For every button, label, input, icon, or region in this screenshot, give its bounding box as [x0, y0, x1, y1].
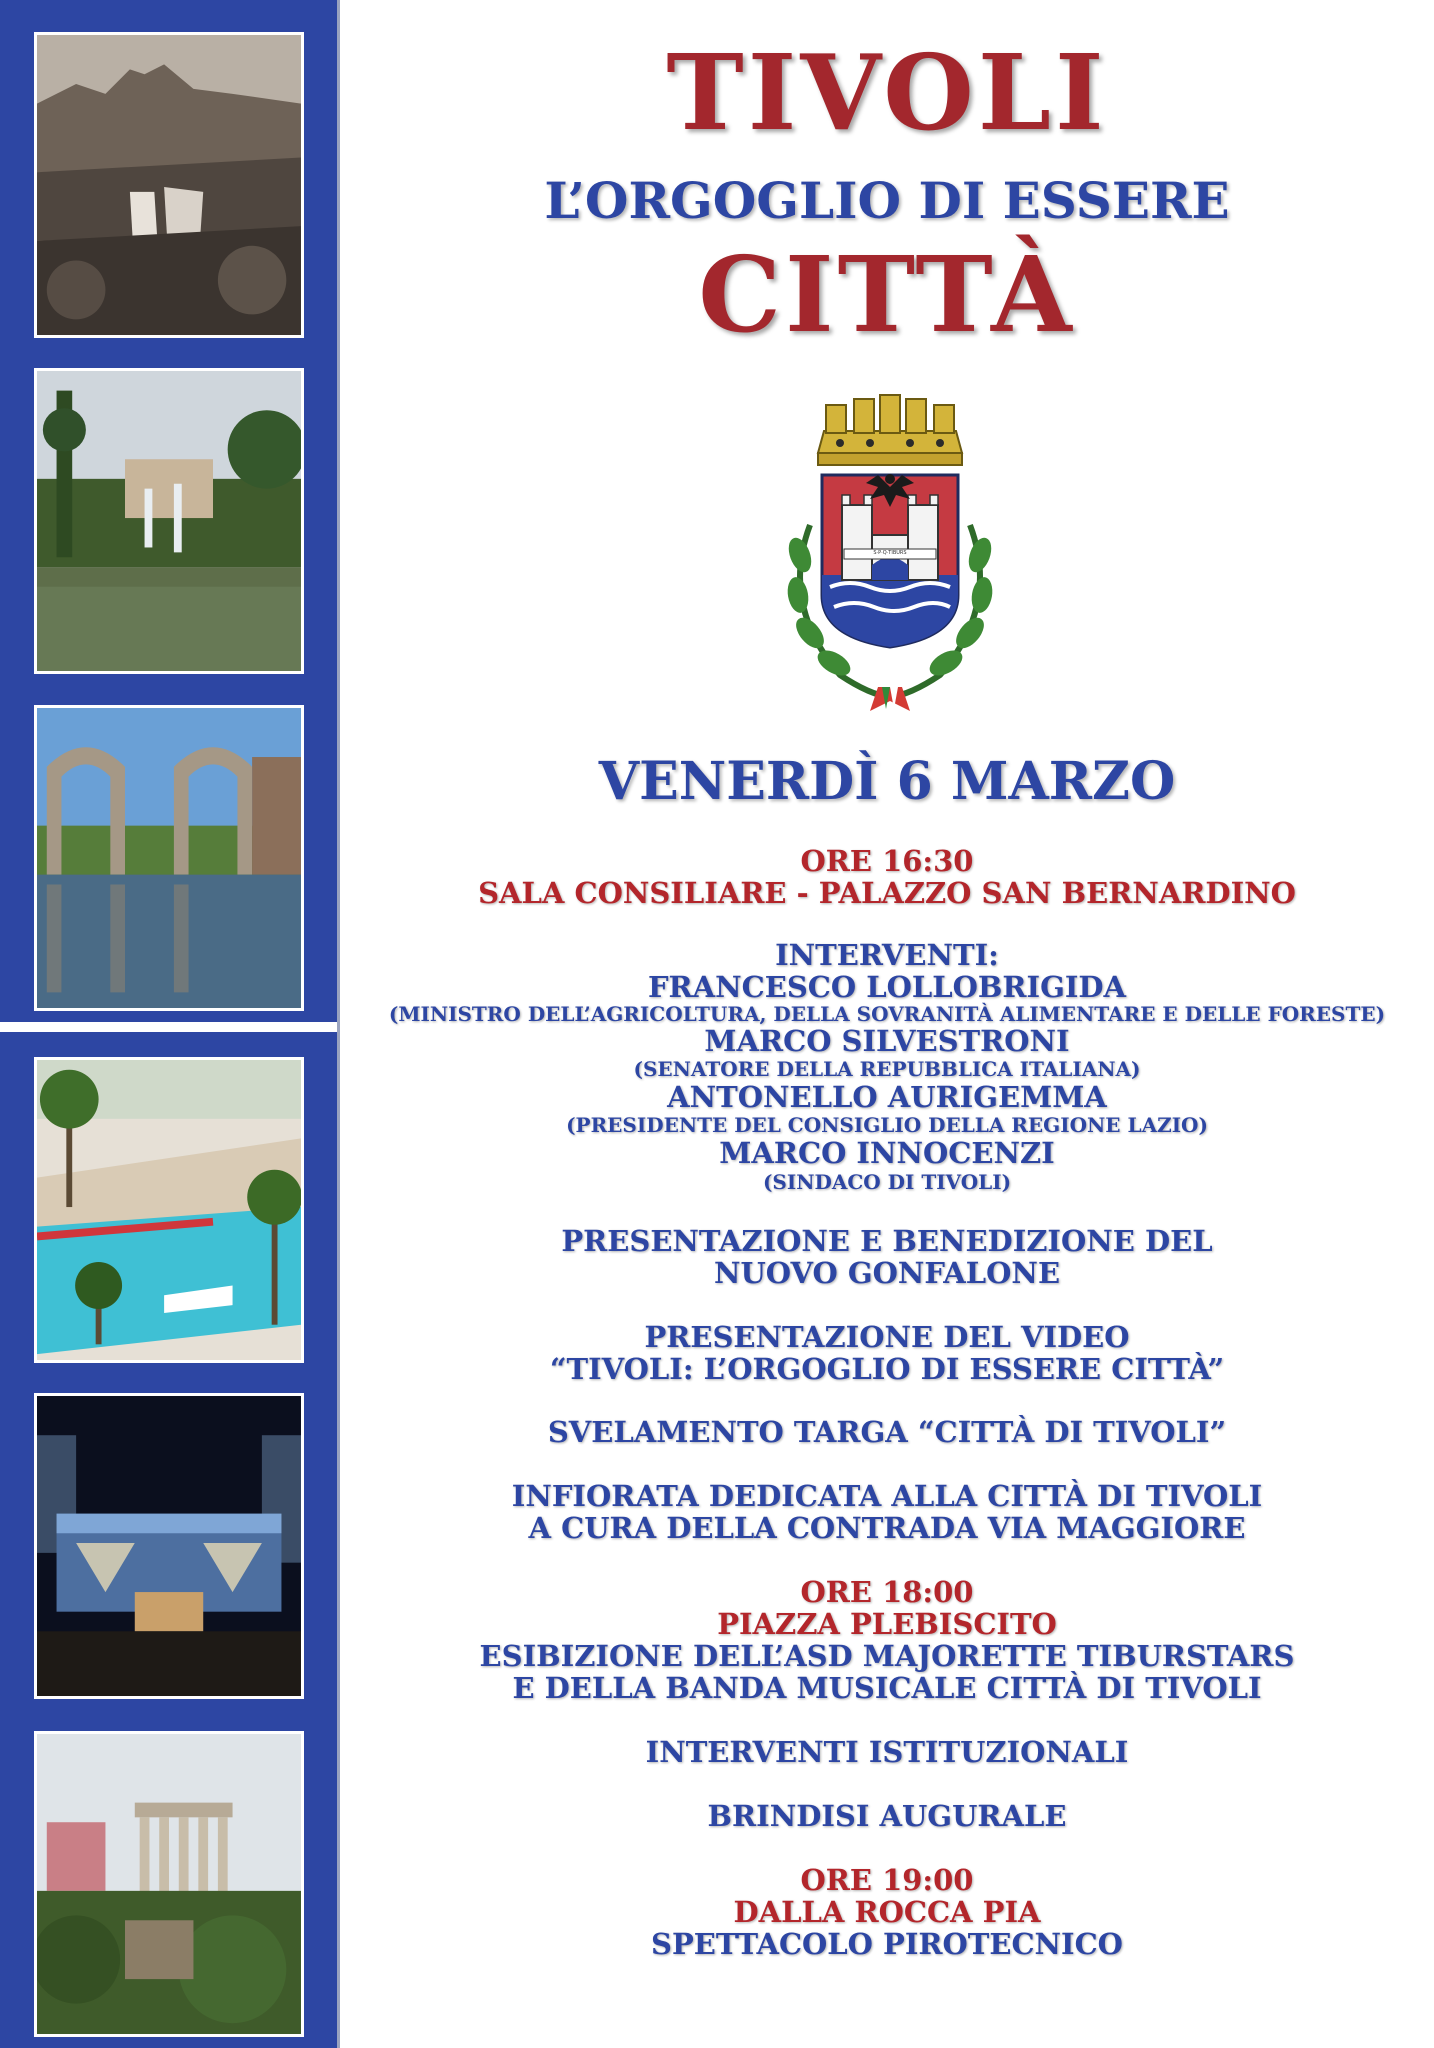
esibizione-line: ESIBIZIONE DELL’ASD MAJORETTE TIBURSTARS [479, 1639, 1295, 1673]
interventi-title: INTERVENTI: [775, 938, 999, 972]
main-content [340, 0, 1434, 2048]
spettacolo-line: SPETTACOLO PIROTECNICO [651, 1927, 1123, 1961]
istituzionali-line: INTERVENTI ISTITUZIONALI [645, 1735, 1129, 1769]
speaker-name: ANTONELLO AURIGEMMA [667, 1080, 1107, 1114]
time-1: ORE 16:30 [800, 844, 974, 878]
esibizione-line: E DELLA BANDA MUSICALE CITTÀ DI TIVOLI [512, 1671, 1262, 1705]
crest [770, 375, 1010, 715]
video-line: PRESENTAZIONE DEL VIDEO [644, 1320, 1130, 1354]
photo-sidebar [0, 0, 340, 2048]
speaker-role: (SENATORE DELLA REPUBBLICA ITALIANA) [633, 1057, 1141, 1081]
photo-night-stage [34, 1393, 304, 1699]
time-3: ORE 19:00 [800, 1863, 974, 1897]
page-title: TIVOLI [666, 31, 1108, 154]
speaker-role: (SINDACO DI TIVOLI) [762, 1170, 1012, 1194]
photo-villa-garden [34, 368, 304, 674]
speaker-name: MARCO SILVESTRONI [704, 1024, 1070, 1058]
gonfalone-line: PRESENTAZIONE E BENEDIZIONE DEL [561, 1224, 1213, 1258]
speaker-role: (MINISTRO DELL’AGRICOLTURA, DELLA SOVRANITÀ ALIMENTARE E DELLE FORESTE) [388, 1002, 1386, 1026]
event-date: VENERDÌ 6 MARZO [598, 751, 1176, 812]
infiorata-line: INFIORATA DEDICATA ALLA CITTÀ DI TIVOLI [511, 1479, 1263, 1513]
page-title-citta: CITTÀ [698, 233, 1076, 356]
photo-temple-vesta [34, 1731, 304, 2037]
speaker-role: (PRESIDENTE DEL CONSIGLIO DELLA REGIONE LAZIO) [566, 1113, 1208, 1137]
time-2: ORE 18:00 [800, 1575, 974, 1609]
page-subtitle: L’ORGOGLIO DI ESSERE [544, 171, 1230, 230]
coat-of-arms-icon [770, 375, 1010, 715]
photo-pool [34, 1057, 304, 1363]
brindisi-line: BRINDISI AUGURALE [707, 1799, 1067, 1833]
infiorata-line: A CURA DELLA CONTRADA VIA MAGGIORE [528, 1511, 1246, 1545]
speaker-name: MARCO INNOCENZI [719, 1136, 1055, 1170]
speaker-name: FRANCESCO LOLLOBRIGIDA [647, 970, 1127, 1004]
venue-2: PIAZZA PLEBISCITO [717, 1607, 1057, 1641]
targa-line: SVELAMENTO TARGA “CITTÀ DI TIVOLI” [547, 1415, 1227, 1449]
video-line: “TIVOLI: L’ORGOGLIO DI ESSERE CITTÀ” [549, 1352, 1225, 1386]
venue-3: DALLA ROCCA PIA [733, 1895, 1041, 1929]
venue-1: SALA CONSILIARE - PALAZZO SAN BERNARDINO [478, 876, 1296, 910]
photo-waterfall-sepia [34, 32, 304, 338]
gonfalone-line: NUOVO GONFALONE [713, 1256, 1061, 1290]
crest-motto: S·P·Q·TIBURS [873, 550, 907, 556]
photo-roman-arches [34, 705, 304, 1011]
